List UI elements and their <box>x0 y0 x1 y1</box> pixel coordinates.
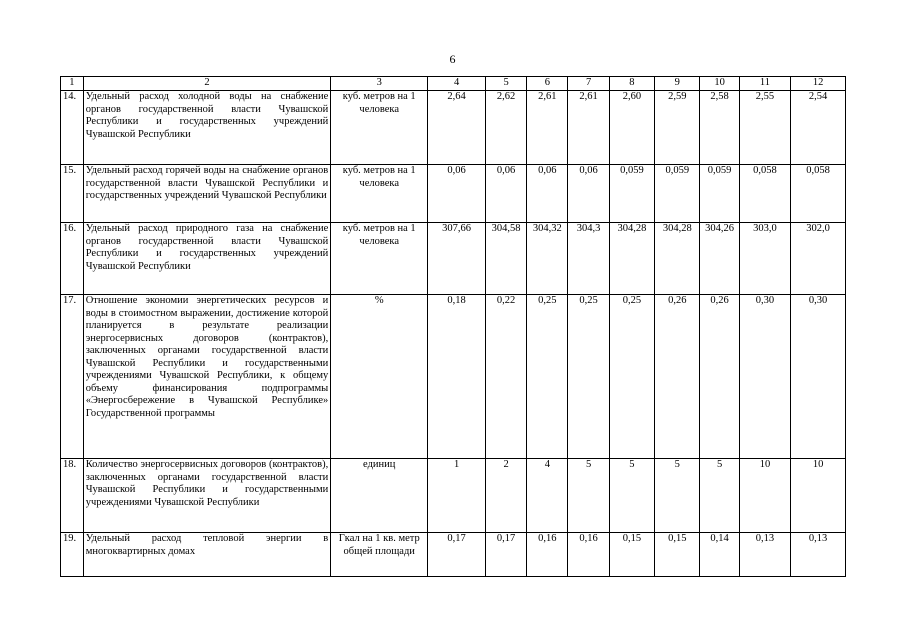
row-number: 14. <box>61 91 84 165</box>
value-cell: 0,13 <box>739 533 791 577</box>
value-cell: 0,06 <box>568 165 609 223</box>
value-cell: 0,16 <box>527 533 568 577</box>
indicator-description: Количество энергосервисных договоров (контрактов), заключенных органами государственной власти Чувашской Республики и государственными учреждениями Чувашской Республики <box>83 459 331 533</box>
indicator-description: Удельный расход природного газа на снабжение органов государственной власти Чувашской Республики и государственных учреждений Чувашской Республики <box>83 223 331 295</box>
indicator-description: Отношение экономии энергетических ресурсов и воды в стоимостном выражении, достижение которой планируется в результате реализации энергосервисных договоров (контрактов), заключенных органами государственной власти Чувашской Республики и государственными учреждениями Чувашской Республики, к общему объему финансирования подпрограммы «Энергосбережение в Чувашской Республике» Государственной программы <box>83 295 331 459</box>
value-cell: 2 <box>485 459 526 533</box>
value-cell: 304,28 <box>655 223 700 295</box>
value-cell: 2,61 <box>527 91 568 165</box>
table-row <box>61 295 846 459</box>
table-row <box>61 165 846 223</box>
header-cell: 11 <box>739 77 791 91</box>
value-cell: 2,59 <box>655 91 700 165</box>
value-cell: 0,25 <box>527 295 568 459</box>
row-number: 15. <box>61 165 84 223</box>
indicators-table <box>60 76 846 577</box>
value-cell: 304,26 <box>700 223 739 295</box>
value-cell: 304,58 <box>485 223 526 295</box>
value-cell: 0,15 <box>609 533 654 577</box>
value-cell: 307,66 <box>428 223 486 295</box>
header-cell: 3 <box>331 77 428 91</box>
value-cell: 0,22 <box>485 295 526 459</box>
value-cell: 0,26 <box>655 295 700 459</box>
value-cell: 0,18 <box>428 295 486 459</box>
unit-cell: куб. метров на 1 человека <box>331 165 428 223</box>
value-cell: 0,06 <box>428 165 486 223</box>
value-cell: 2,64 <box>428 91 486 165</box>
value-cell: 0,058 <box>739 165 791 223</box>
unit-cell: куб. метров на 1 человека <box>331 91 428 165</box>
value-cell: 303,0 <box>739 223 791 295</box>
indicator-description: Удельный расход холодной воды на снабжение органов государственной власти Чувашской Республики и государственных учреждений Чувашской Республики <box>83 91 331 165</box>
value-cell: 0,15 <box>655 533 700 577</box>
value-cell: 2,55 <box>739 91 791 165</box>
unit-cell: Гкал на 1 кв. метр общей площади <box>331 533 428 577</box>
value-cell: 2,62 <box>485 91 526 165</box>
value-cell: 10 <box>739 459 791 533</box>
value-cell: 0,14 <box>700 533 739 577</box>
table-row <box>61 223 846 295</box>
value-cell: 0,059 <box>609 165 654 223</box>
value-cell: 0,17 <box>428 533 486 577</box>
value-cell: 0,25 <box>568 295 609 459</box>
table-row <box>61 533 846 577</box>
value-cell: 0,30 <box>791 295 846 459</box>
header-cell: 8 <box>609 77 654 91</box>
value-cell: 0,059 <box>655 165 700 223</box>
unit-cell: куб. метров на 1 человека <box>331 223 428 295</box>
value-cell: 0,058 <box>791 165 846 223</box>
value-cell: 10 <box>791 459 846 533</box>
value-cell: 0,25 <box>609 295 654 459</box>
value-cell: 2,61 <box>568 91 609 165</box>
header-cell: 9 <box>655 77 700 91</box>
header-cell: 5 <box>485 77 526 91</box>
row-number: 18. <box>61 459 84 533</box>
value-cell: 0,059 <box>700 165 739 223</box>
value-cell: 0,17 <box>485 533 526 577</box>
value-cell: 304,28 <box>609 223 654 295</box>
table-row <box>61 459 846 533</box>
header-cell: 12 <box>791 77 846 91</box>
indicator-description: Удельный расход тепловой энергии в многоквартирных домах <box>83 533 331 577</box>
header-cell: 1 <box>61 77 84 91</box>
value-cell: 4 <box>527 459 568 533</box>
value-cell: 0,30 <box>739 295 791 459</box>
value-cell: 0,13 <box>791 533 846 577</box>
indicator-description: Удельный расход горячей воды на снабжение органов государственной власти Чувашской Республики и государственных учреждений Чувашской Республики <box>83 165 331 223</box>
page-number: 6 <box>449 52 456 66</box>
value-cell: 2,54 <box>791 91 846 165</box>
header-row <box>61 77 846 91</box>
value-cell: 5 <box>609 459 654 533</box>
header-cell: 10 <box>700 77 739 91</box>
value-cell: 2,58 <box>700 91 739 165</box>
header-cell: 6 <box>527 77 568 91</box>
value-cell: 0,16 <box>568 533 609 577</box>
value-cell: 304,32 <box>527 223 568 295</box>
row-number: 16. <box>61 223 84 295</box>
row-number: 17. <box>61 295 84 459</box>
table-row <box>61 91 846 165</box>
value-cell: 304,3 <box>568 223 609 295</box>
value-cell: 5 <box>700 459 739 533</box>
unit-cell: единиц <box>331 459 428 533</box>
value-cell: 5 <box>655 459 700 533</box>
value-cell: 0,26 <box>700 295 739 459</box>
value-cell: 2,60 <box>609 91 654 165</box>
header-cell: 2 <box>83 77 331 91</box>
header-cell: 4 <box>428 77 486 91</box>
value-cell: 0,06 <box>527 165 568 223</box>
value-cell: 5 <box>568 459 609 533</box>
unit-cell: % <box>331 295 428 459</box>
header-cell: 7 <box>568 77 609 91</box>
row-number: 19. <box>61 533 84 577</box>
value-cell: 302,0 <box>791 223 846 295</box>
value-cell: 1 <box>428 459 486 533</box>
value-cell: 0,06 <box>485 165 526 223</box>
